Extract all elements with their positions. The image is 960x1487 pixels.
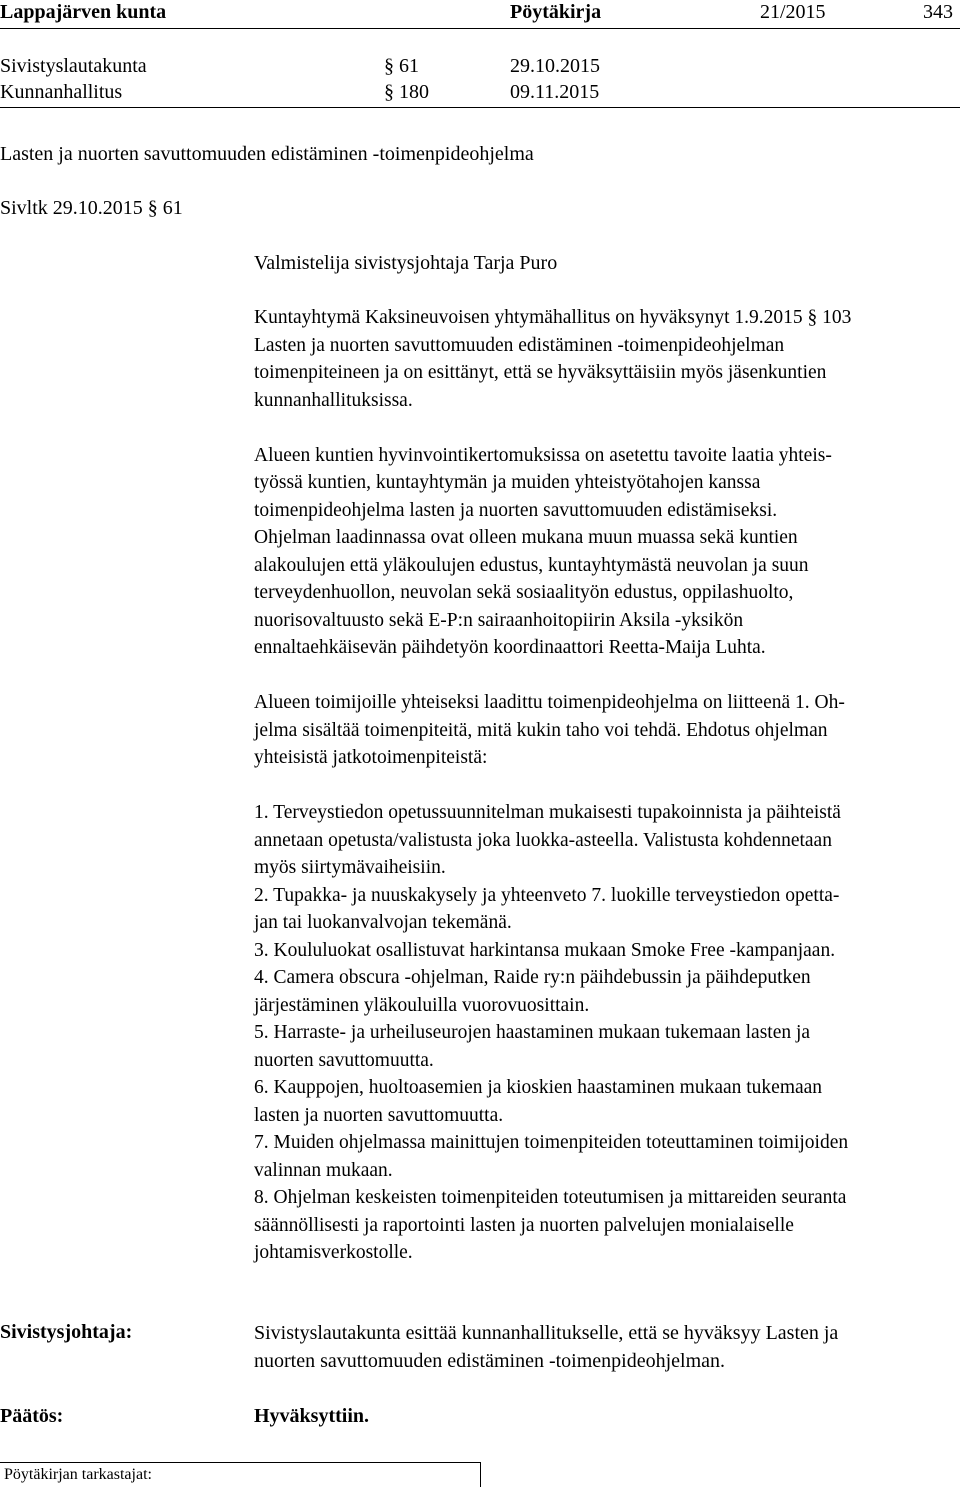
p2-line-5: alakoulujen että yläkoulujen edustus, kuntayhtymästä neuvolan ja suun bbox=[254, 554, 809, 576]
list-line-5: jan tai luokanvalvojan tekemänä. bbox=[254, 912, 512, 933]
paragraph-3 bbox=[254, 689, 960, 772]
list-line-3: myös siirtymävaiheisiin. bbox=[254, 857, 446, 878]
p2-line-4: Ohjelman laadinnassa ovat olleen mukana muun muassa sekä kuntien bbox=[254, 527, 798, 548]
municipality-name: Lappajärven kunta bbox=[0, 1, 167, 23]
p2-line-3: toimenpideohjelma lasten ja nuorten savuttomuuden edistämiseksi. bbox=[254, 499, 778, 521]
proposal-line-1: Sivistyslautakunta esittää kunnanhallitukselle, että se hyväksyy Lasten ja bbox=[254, 1322, 839, 1344]
action-list bbox=[254, 799, 960, 1267]
list-line-7: 4. Camera obscura -ohjelman, Raide ry:n päihdebussin ja päihdeputken bbox=[254, 967, 811, 988]
meeting-section-1: § 61 bbox=[384, 55, 419, 77]
proposal-line-2: nuorten savuttomuuden edistäminen -toimenpideohjelman. bbox=[254, 1349, 726, 1372]
document-number: 21/2015 bbox=[760, 1, 826, 23]
meeting-reference: Sivltk 29.10.2015 § 61 bbox=[0, 197, 183, 219]
proposal-text bbox=[254, 1320, 838, 1375]
list-line-1: 1. Terveystiedon opetussuunnitelman mukaisesti tupakoinnista ja päihteistä bbox=[254, 802, 841, 823]
p2-line-8: ennaltaehkäisevän päihdetyön koordinaattori Reetta-Maija Luhta. bbox=[254, 637, 766, 658]
list-line-11: 6. Kauppojen, huoltoasemien ja kioskien haastaminen mukaan tukemaan bbox=[254, 1077, 823, 1098]
meeting-body-2: Kunnanhallitus bbox=[0, 81, 123, 103]
p1-line-1: Kuntayhtymä Kaksineuvoisen yhtymähallitus on hyväksynyt 1.9.2015 § 103 bbox=[254, 307, 852, 328]
paragraph-1 bbox=[254, 304, 960, 414]
list-line-6: 3. Koululuokat osallistuvat harkintansa mukaan Smoke Free -kampanjaan. bbox=[254, 939, 836, 961]
list-line-8: järjestäminen yläkouluilla vuorovuosittain. bbox=[254, 994, 590, 1016]
reviewers-label: Pöytäkirjan tarkastajat: bbox=[4, 1466, 152, 1483]
subject-title: Lasten ja nuorten savuttomuuden edistäminen -toimenpideohjelma bbox=[0, 143, 534, 165]
meeting-date-1: 29.10.2015 bbox=[510, 55, 600, 77]
list-line-9: 5. Harraste- ja urheiluseurojen haastaminen mukaan tukemaan lasten ja bbox=[254, 1022, 811, 1043]
list-line-13: 7. Muiden ohjelmassa mainittujen toimenpiteiden toteuttaminen toimijoiden bbox=[254, 1132, 849, 1153]
p1-line-3: toimenpiteineen ja on esittänyt, että se hyväksyttäisiin myös jäsenkuntien bbox=[254, 362, 827, 383]
decision-text: Hyväksyttiin. bbox=[254, 1405, 370, 1427]
reviewers-box bbox=[0, 1462, 481, 1487]
list-line-12: lasten ja nuorten savuttomuutta. bbox=[254, 1104, 504, 1126]
list-line-10: nuorten savuttomuutta. bbox=[254, 1049, 434, 1071]
header-divider bbox=[0, 28, 960, 29]
list-line-15: 8. Ohjelman keskeisten toimenpiteiden toteutumisen ja mittareiden seuranta bbox=[254, 1187, 847, 1208]
p2-line-6: terveydenhuollon, neuvolan sekä sosiaalityön edustus, oppilashuolto, bbox=[254, 582, 794, 603]
decision-label: Päätös: bbox=[0, 1405, 64, 1427]
p3-line-1: Alueen toimijoille yhteiseksi laadittu toimenpideohjelma on liitteenä 1. Oh- bbox=[254, 692, 845, 713]
meeting-section-2: § 180 bbox=[384, 81, 429, 103]
p3-line-3: yhteisistä jatkotoimenpiteistä: bbox=[254, 747, 488, 768]
body-text bbox=[254, 304, 960, 1267]
list-line-14: valinnan mukaan. bbox=[254, 1159, 393, 1181]
p3-line-2: jelma sisältää toimenpiteitä, mitä kukin taho voi tehdä. Ehdotus ohjelman bbox=[254, 719, 828, 741]
list-line-16: säännöllisesti ja raportointi lasten ja nuorten palvelujen monialaiselle bbox=[254, 1214, 794, 1236]
meeting-date-2: 09.11.2015 bbox=[510, 81, 600, 103]
p2-line-1: Alueen kuntien hyvinvointikertomuksissa on asetettu tavoite laatia yhteis- bbox=[254, 444, 832, 466]
list-line-17: johtamisverkostolle. bbox=[254, 1242, 413, 1263]
list-line-4: 2. Tupakka- ja nuuskakysely ja yhteenveto 7. luokille terveystiedon opetta- bbox=[254, 884, 840, 906]
p1-line-4: kunnanhallituksissa. bbox=[254, 389, 413, 411]
preparer-line: Valmistelija sivistysjohtaja Tarja Puro bbox=[254, 252, 558, 274]
meetings-divider bbox=[0, 107, 960, 108]
meeting-body-1: Sivistyslautakunta bbox=[0, 55, 147, 77]
p2-line-2: työssä kuntien, kuntayhtymän ja muiden yhteistyötahojen kanssa bbox=[254, 472, 761, 493]
p1-line-2: Lasten ja nuorten savuttomuuden edistäminen -toimenpideohjelman bbox=[254, 334, 785, 356]
page-number: 343 bbox=[923, 1, 953, 23]
document-type: Pöytäkirja bbox=[510, 1, 602, 23]
list-line-2: annetaan opetusta/valistusta joka luokka-asteella. Valistusta kohdennetaan bbox=[254, 829, 832, 851]
p2-line-7: nuorisovaltuusto sekä E-P:n sairaanhoitopiirin Aksila -yksikön bbox=[254, 609, 744, 631]
proposal-label: Sivistysjohtaja: bbox=[0, 1321, 133, 1343]
paragraph-2 bbox=[254, 442, 960, 662]
